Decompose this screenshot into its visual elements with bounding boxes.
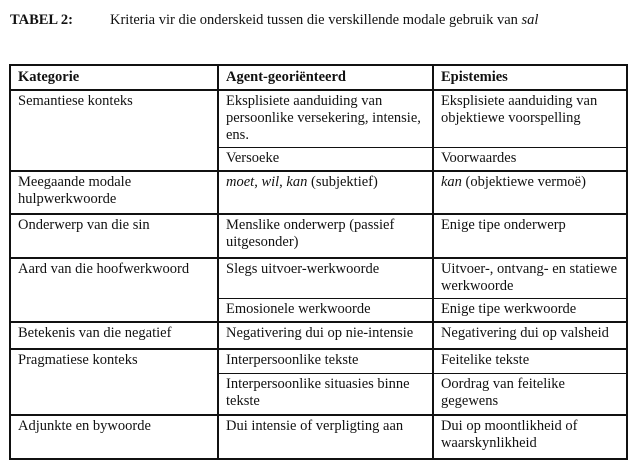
epistemic-cell: Eksplisiete aanduiding van objektiewe voorspelling xyxy=(433,90,627,148)
category-cell: Adjunkte en bywoorde xyxy=(10,415,218,459)
separator: , xyxy=(279,174,287,190)
agent-cell: Slegs uitvoer-werkwoorde xyxy=(218,258,433,299)
table-row xyxy=(10,258,627,299)
agent-cell: Interpersoonlike tekste xyxy=(218,349,433,373)
epistemic-cell: Enige tipe werkwoorde xyxy=(433,299,627,323)
agent-cell: Negativering dui op nie-intensie xyxy=(218,322,433,349)
header-kategorie: Kategorie xyxy=(10,65,218,90)
epistemic-cell: Oordrag van feitelike gegewens xyxy=(433,373,627,415)
category-cell: Onderwerp van die sin xyxy=(10,214,218,258)
agent-cell: Menslike onderwerp (passief uitgesonder) xyxy=(218,214,433,258)
table-row xyxy=(10,349,627,373)
table-row xyxy=(10,171,627,214)
table-row xyxy=(10,415,627,459)
agent-cell: Emosionele werkwoorde xyxy=(218,299,433,323)
agent-cell: Dui intensie of verpligting aan xyxy=(218,415,433,459)
italic-word: moet xyxy=(226,174,255,190)
header-agent: Agent-georiënteerd xyxy=(218,65,433,90)
epistemic-cell xyxy=(433,171,627,214)
table-row xyxy=(10,214,627,258)
table-label: TABEL 2: xyxy=(10,12,73,28)
cell-text: (subjektief) xyxy=(307,174,378,190)
agent-cell xyxy=(218,171,433,214)
epistemic-cell: Dui op moontlikheid of waarskynlikheid xyxy=(433,415,627,459)
separator: , xyxy=(254,174,262,190)
italic-word: kan xyxy=(286,174,308,190)
table-caption xyxy=(10,11,538,29)
epistemic-cell: Uitvoer-, ontvang- en statiewe werkwoorde xyxy=(433,258,627,299)
agent-cell: Versoeke xyxy=(218,148,433,172)
table-row xyxy=(10,90,627,148)
epistemic-cell: Feitelike tekste xyxy=(433,349,627,373)
criteria-table xyxy=(9,64,628,460)
header-epistemies: Epistemies xyxy=(433,65,627,90)
caption-italic: sal xyxy=(521,12,539,28)
category-cell: Betekenis van die negatief xyxy=(10,322,218,349)
category-cell: Semantiese konteks xyxy=(10,90,218,171)
agent-cell: Eksplisiete aanduiding van persoonlike versekering, intensie, ens. xyxy=(218,90,433,148)
italic-word: wil xyxy=(261,174,280,190)
header-row xyxy=(10,65,627,90)
caption-text: Kriteria vir die onderskeid tussen die verskillende modale gebruik van xyxy=(110,12,522,28)
table-row xyxy=(10,322,627,349)
category-cell: Pragmatiese konteks xyxy=(10,349,218,415)
epistemic-cell: Enige tipe onderwerp xyxy=(433,214,627,258)
category-cell: Aard van die hoofwerkwoord xyxy=(10,258,218,322)
category-cell: Meegaande modale hulpwerkwoorde xyxy=(10,171,218,214)
italic-word: kan xyxy=(440,174,462,190)
agent-cell: Interpersoonlike situasies binne tekste xyxy=(218,373,433,415)
epistemic-cell: Voorwaardes xyxy=(433,148,627,172)
epistemic-cell: Negativering dui op valsheid xyxy=(433,322,627,349)
cell-text: (objektiewe vermoë) xyxy=(461,174,586,190)
